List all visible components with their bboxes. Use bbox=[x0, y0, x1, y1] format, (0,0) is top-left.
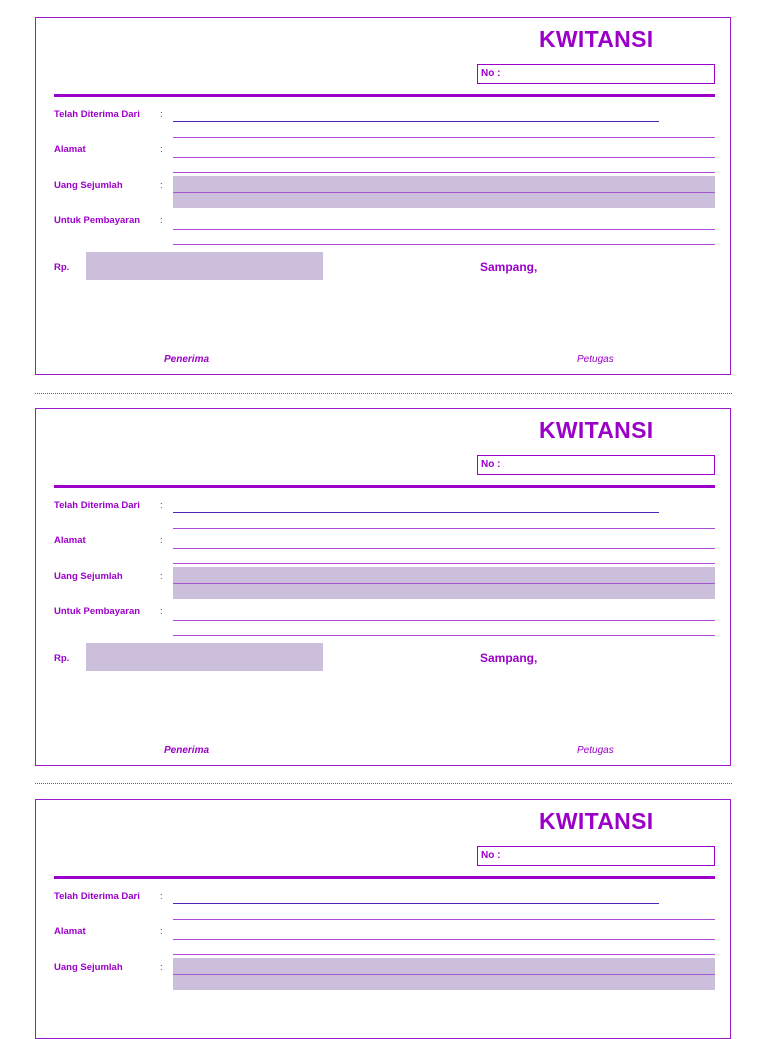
amount-words-field[interactable] bbox=[173, 958, 715, 990]
received-from-line-2[interactable] bbox=[173, 528, 715, 529]
receiver-signature-label: Penerima bbox=[164, 354, 210, 365]
receipt-3 bbox=[35, 799, 731, 1039]
colon: : bbox=[160, 926, 163, 937]
colon: : bbox=[160, 962, 163, 973]
receipt-number-label: No : bbox=[481, 68, 501, 79]
receipt-title: KWITANSI bbox=[539, 808, 654, 834]
amount-words-label: Uang Sejumlah bbox=[54, 571, 123, 582]
colon: : bbox=[160, 144, 163, 155]
officer-signature-label: Petugas bbox=[577, 745, 614, 756]
amount-words-label: Uang Sejumlah bbox=[54, 962, 123, 973]
payment-for-line-2[interactable] bbox=[173, 244, 715, 245]
cut-line bbox=[35, 783, 732, 784]
address-line-2[interactable] bbox=[173, 954, 715, 955]
colon: : bbox=[160, 500, 163, 511]
receipt-number-field[interactable] bbox=[477, 846, 715, 866]
amount-words-field[interactable] bbox=[173, 567, 715, 599]
address-label: Alamat bbox=[54, 926, 86, 937]
received-from-line-2[interactable] bbox=[173, 919, 715, 920]
receipt-number-field[interactable] bbox=[477, 455, 715, 475]
address-line-2[interactable] bbox=[173, 563, 715, 564]
receipt-2 bbox=[35, 408, 731, 766]
place-date: Sampang, bbox=[480, 651, 538, 665]
header-separator bbox=[54, 485, 715, 488]
receiver-signature-label: Penerima bbox=[164, 745, 210, 756]
receipt-title: KWITANSI bbox=[539, 417, 654, 443]
place-date: Sampang, bbox=[480, 260, 538, 274]
payment-for-line[interactable] bbox=[173, 229, 715, 230]
header-separator bbox=[54, 876, 715, 879]
rp-amount-field[interactable] bbox=[86, 252, 323, 280]
received-from-line[interactable] bbox=[173, 903, 659, 904]
receipt-1 bbox=[35, 17, 731, 375]
colon: : bbox=[160, 606, 163, 617]
header-separator bbox=[54, 94, 715, 97]
receipt-number-label: No : bbox=[481, 850, 501, 861]
colon: : bbox=[160, 215, 163, 226]
colon: : bbox=[160, 180, 163, 191]
payment-for-line-2[interactable] bbox=[173, 635, 715, 636]
colon: : bbox=[160, 109, 163, 120]
cut-line bbox=[35, 393, 732, 394]
rp-label: Rp. bbox=[54, 653, 70, 664]
receipt-number-field[interactable] bbox=[477, 64, 715, 84]
received-from-label: Telah Diterima Dari bbox=[54, 500, 140, 511]
received-from-line[interactable] bbox=[173, 512, 659, 513]
rp-amount-field[interactable] bbox=[86, 643, 323, 671]
received-from-label: Telah Diterima Dari bbox=[54, 109, 140, 120]
address-line-2[interactable] bbox=[173, 172, 715, 173]
received-from-label: Telah Diterima Dari bbox=[54, 891, 140, 902]
colon: : bbox=[160, 535, 163, 546]
payment-for-line[interactable] bbox=[173, 620, 715, 621]
received-from-line-2[interactable] bbox=[173, 137, 715, 138]
colon: : bbox=[160, 891, 163, 902]
received-from-line[interactable] bbox=[173, 121, 659, 122]
officer-signature-label: Petugas bbox=[577, 354, 614, 365]
payment-for-label: Untuk Pembayaran bbox=[54, 215, 141, 226]
colon: : bbox=[160, 571, 163, 582]
rp-label: Rp. bbox=[54, 262, 70, 273]
address-label: Alamat bbox=[54, 144, 86, 155]
address-line[interactable] bbox=[173, 157, 715, 158]
address-label: Alamat bbox=[54, 535, 86, 546]
receipt-title: KWITANSI bbox=[539, 26, 654, 52]
amount-words-field[interactable] bbox=[173, 176, 715, 208]
address-line[interactable] bbox=[173, 939, 715, 940]
payment-for-label: Untuk Pembayaran bbox=[54, 606, 141, 617]
receipt-number-label: No : bbox=[481, 459, 501, 470]
amount-words-label: Uang Sejumlah bbox=[54, 180, 123, 191]
address-line[interactable] bbox=[173, 548, 715, 549]
